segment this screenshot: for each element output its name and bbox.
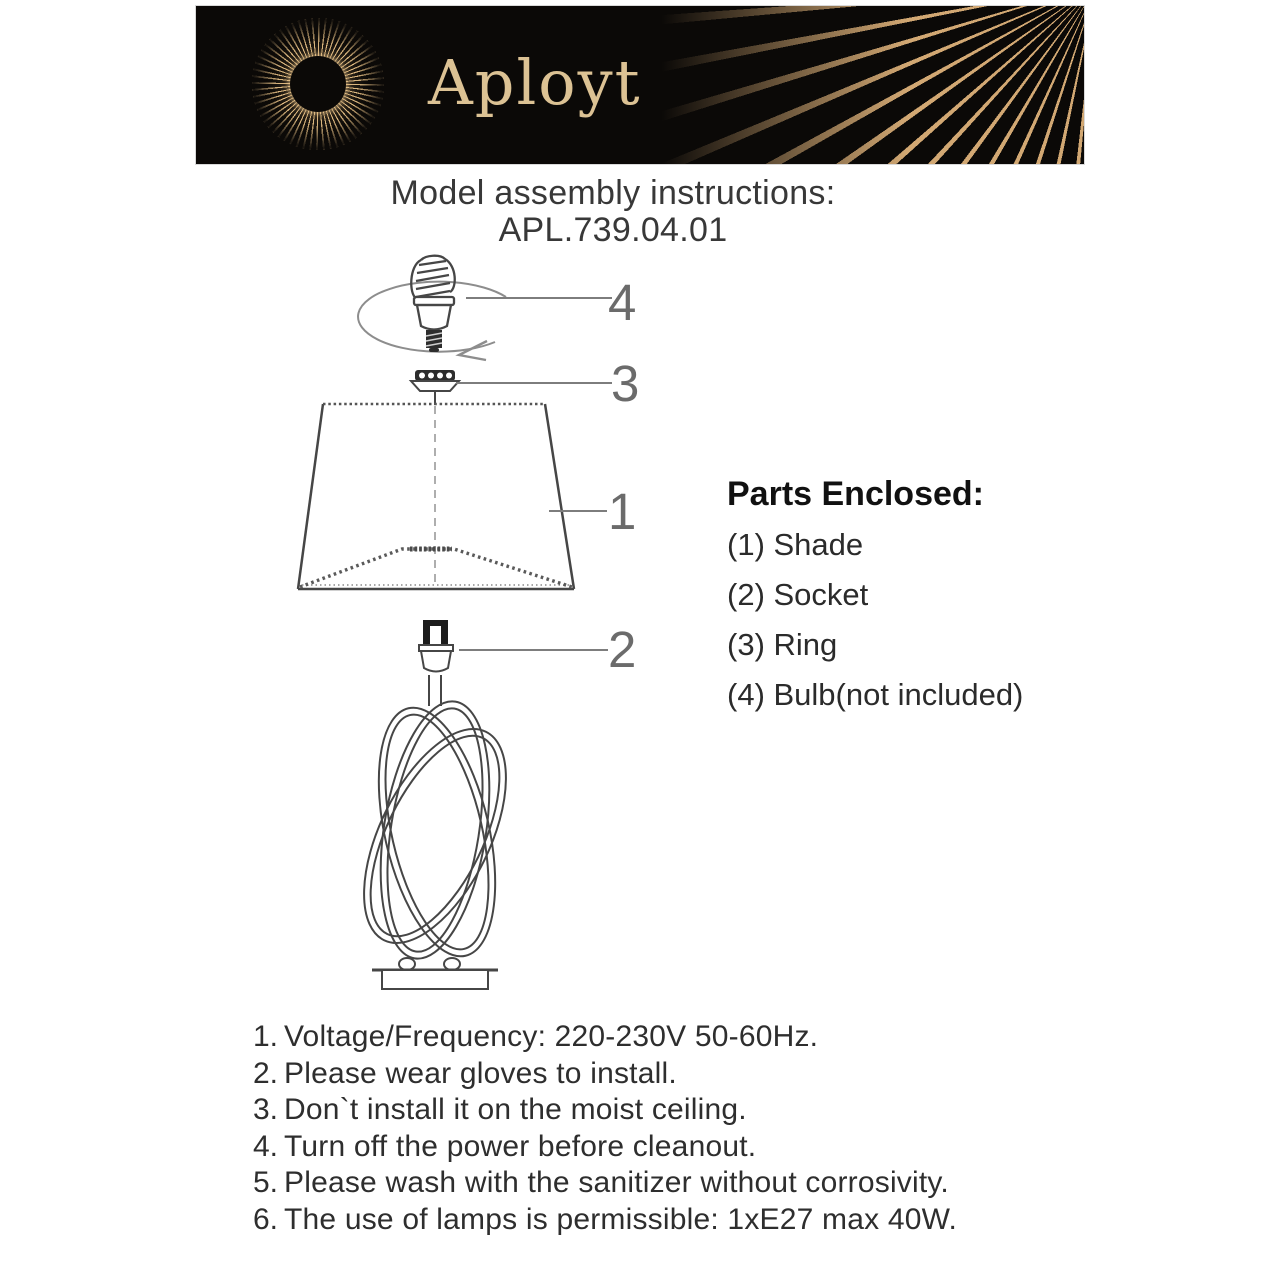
instruction-row	[253, 1092, 1093, 1129]
callout-ring: 3	[611, 355, 640, 412]
part-item-shade: (1) Shade	[727, 527, 864, 562]
callout-shade: 1	[608, 483, 637, 540]
instruction-row	[253, 1019, 1093, 1056]
instruction-text: The use of lamps is permissible: 1xE27 max 40W.	[284, 1202, 958, 1236]
instruction-text: Please wear gloves to install.	[284, 1056, 677, 1090]
lamp-body-drawing	[335, 694, 536, 970]
page-title	[0, 175, 1226, 249]
socket-drawing	[419, 620, 453, 706]
brand-logotype: Aployt	[428, 46, 642, 119]
lamp-base-drawing	[372, 970, 498, 989]
assembly-diagram	[250, 240, 630, 1010]
parts-enclosed-section	[727, 474, 1087, 720]
shade-drawing	[298, 404, 574, 589]
instruction-text: Voltage/Frequency: 220-230V 50-60Hz.	[284, 1020, 819, 1054]
rays-icon	[644, 6, 1084, 164]
instruction-row	[253, 1129, 1093, 1166]
instruction-text: Please wash with the sanitizer without corrosivity.	[284, 1166, 949, 1200]
instruction-row	[253, 1056, 1093, 1093]
instruction-text: Turn off the power before cleanout.	[284, 1129, 757, 1163]
part-item-ring: (3) Ring	[727, 627, 838, 662]
callout-socket: 2	[608, 621, 637, 678]
instruction-number: 4.	[253, 1129, 279, 1163]
instruction-text: Don`t install it on the moist ceiling.	[284, 1093, 747, 1127]
instruction-number: 6.	[253, 1202, 279, 1236]
instruction-number: 5.	[253, 1166, 279, 1200]
ring-drawing	[411, 370, 459, 405]
parts-list	[727, 520, 1087, 720]
title-line-2: APL.739.04.01	[498, 211, 728, 249]
part-item-bulb: (4) Bulb(not included)	[727, 677, 1024, 712]
starburst-icon	[252, 18, 384, 150]
instruction-row	[253, 1202, 1093, 1239]
brand-banner	[196, 6, 1084, 164]
callout-bulb: 4	[608, 274, 637, 331]
part-item-socket: (2) Socket	[727, 577, 869, 612]
instruction-number: 3.	[253, 1093, 279, 1127]
title-line-1: Model assembly instructions:	[390, 174, 836, 212]
parts-heading: Parts Enclosed:	[727, 475, 984, 513]
instructions-list	[253, 1019, 1093, 1238]
instruction-number: 2.	[253, 1056, 279, 1090]
instruction-number: 1.	[253, 1020, 279, 1054]
bulb-drawing	[411, 256, 454, 352]
instruction-row	[253, 1165, 1093, 1202]
